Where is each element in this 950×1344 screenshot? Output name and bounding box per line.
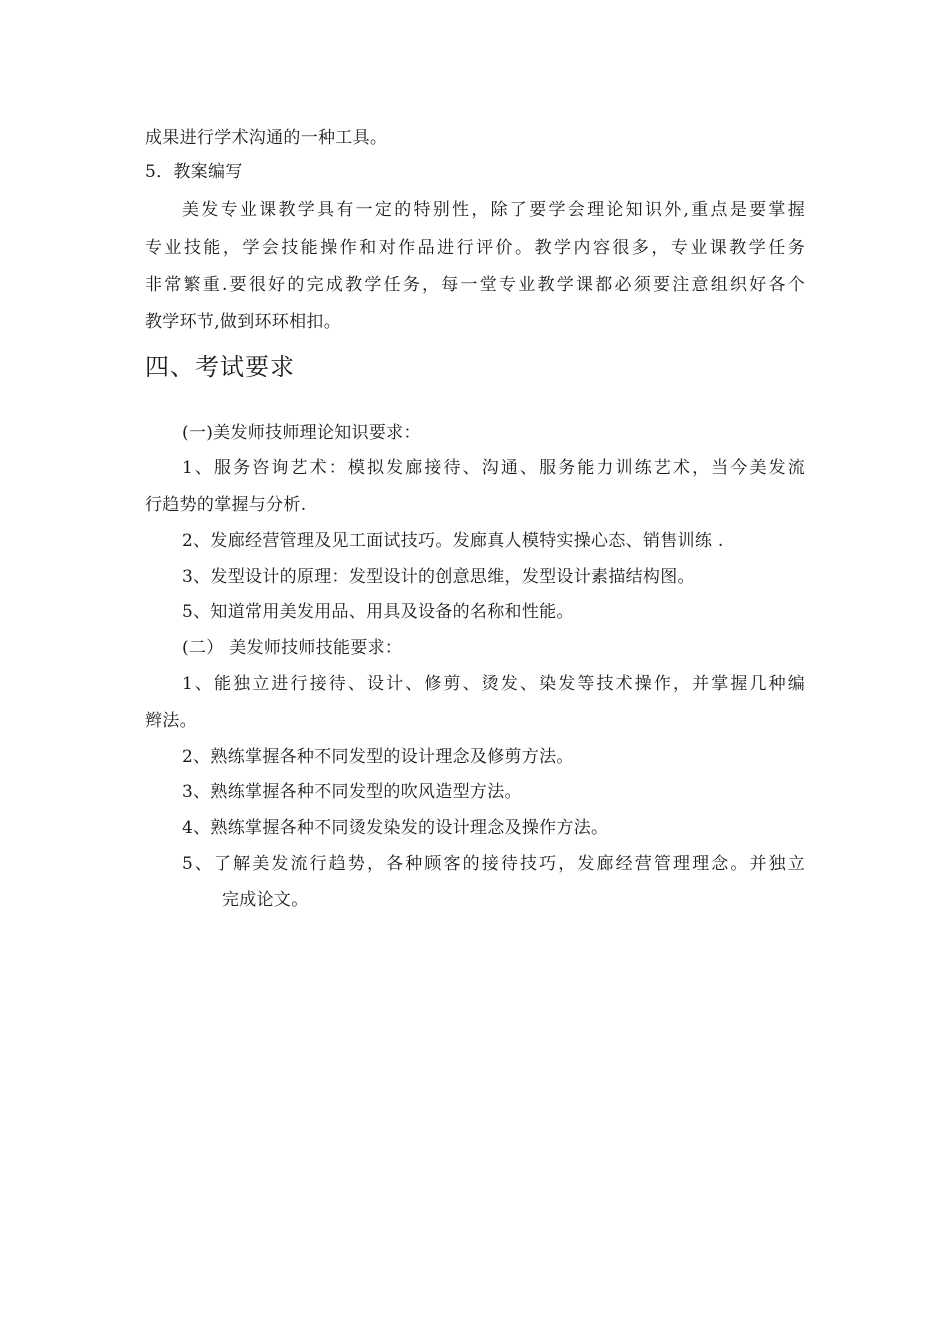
theory-item-3: 3、发型设计的原理：发型设计的创意思维，发型设计素描结构图。 <box>182 567 695 587</box>
skills-item-5-line-1: 5、了解美发流行趋势，各种顾客的接待技巧，发廊经营管理理念。并独立 <box>182 854 805 874</box>
paragraph-line-4: 教学环节,做到环环相扣。 <box>145 312 342 332</box>
theory-title: (一)美发师技师理论知识要求： <box>182 423 421 443</box>
theory-item-1-line-1: 1、服务咨询艺术：模拟发廊接待、沟通、服务能力训练艺术，当今美发流 <box>182 458 805 478</box>
paragraph-line-2: 专业技能，学会技能操作和对作品进行评价。教学内容很多，专业课教学任务 <box>145 238 805 258</box>
skills-item-4: 4、熟练掌握各种不同烫发染发的设计理念及操作方法。 <box>182 818 609 838</box>
theory-item-2: 2、发廊经营管理及见工面试技巧。发廊真人模特实操心态、销售训练 . <box>182 531 724 551</box>
section-heading: 四、考试要求 <box>145 353 295 381</box>
skills-item-2: 2、熟练掌握各种不同发型的设计理念及修剪方法。 <box>182 747 574 767</box>
paragraph-line-1: 美发专业课教学具有一定的特别性，除了要学会理论知识外,重点是要掌握 <box>182 200 805 220</box>
theory-item-1-line-2: 行趋势的掌握与分析. <box>145 495 307 515</box>
skills-item-5-line-2: 完成论文。 <box>222 890 309 910</box>
skills-title: (二） 美发师技师技能要求： <box>182 638 403 658</box>
skills-item-3: 3、熟练掌握各种不同发型的吹风造型方法。 <box>182 782 522 802</box>
skills-item-1-line-2: 辫法。 <box>145 711 197 731</box>
item-5-title: 5．教案编写 <box>145 162 243 182</box>
continuation-text: 成果进行学术沟通的一种工具。 <box>145 128 388 148</box>
paragraph-line-3: 非常繁重.要很好的完成教学任务，每一堂专业教学课都必须要注意组织好各个 <box>145 275 805 295</box>
skills-item-1-line-1: 1、能独立进行接待、设计、修剪、烫发、染发等技术操作，并掌握几种编 <box>182 674 805 694</box>
theory-item-5: 5、知道常用美发用品、用具及设备的名称和性能。 <box>182 602 574 622</box>
